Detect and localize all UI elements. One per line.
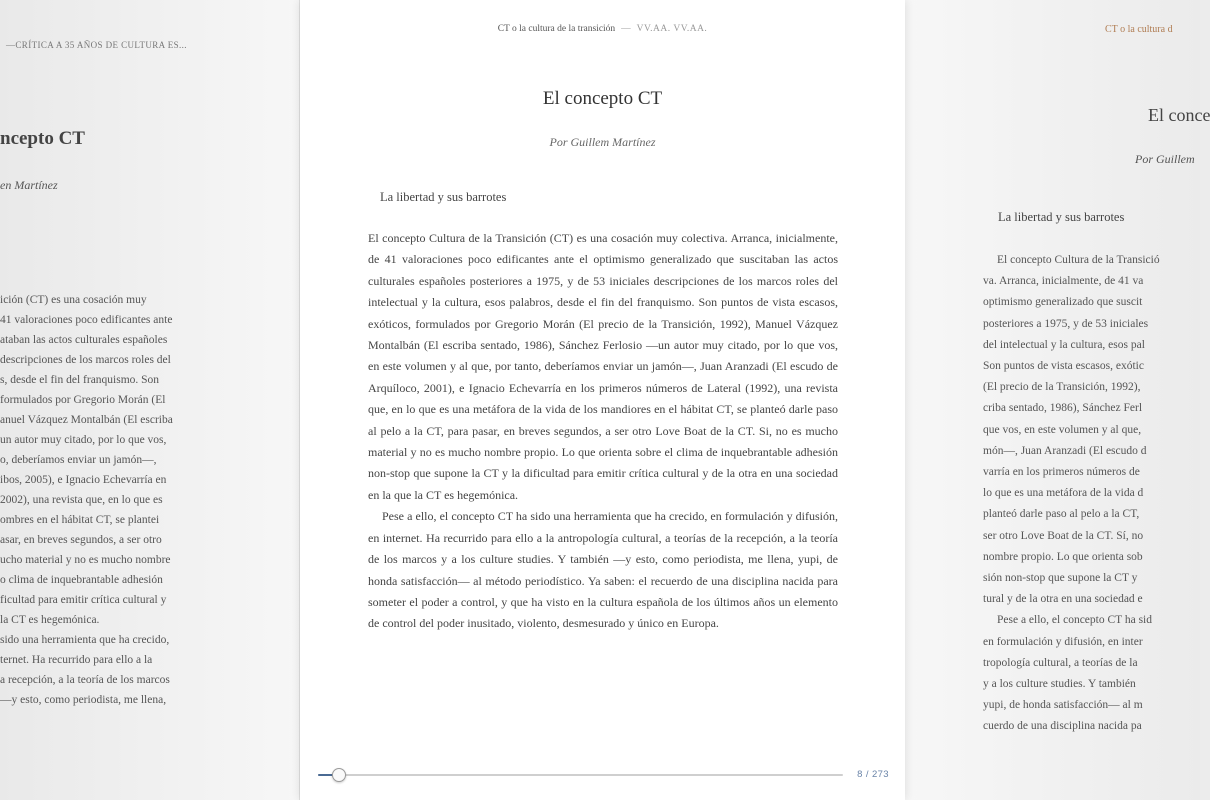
text-line: ición (CT) es una cosación muy bbox=[0, 294, 147, 306]
text-line: Pese a ello, el concepto CT ha sid bbox=[997, 614, 1152, 627]
text-line: o, deberíamos enviar un jamón—, bbox=[0, 454, 157, 466]
left-page-body bbox=[0, 290, 222, 710]
page-counter: 8 / 273 bbox=[857, 769, 889, 780]
text-line: nombre propio. Lo que orienta sob bbox=[983, 550, 1143, 563]
text-line: optimismo generalizado que suscit bbox=[983, 296, 1143, 309]
text-line: ternet. Ha recurrido para ello a la bbox=[0, 654, 153, 666]
text-line: descripciones de los marcos roles del bbox=[0, 354, 171, 366]
text-line: món—, Juan Aranzadi (El escudo d bbox=[983, 444, 1147, 457]
text-line: tural y de la otra en una sociedad e bbox=[983, 593, 1143, 606]
paragraph: El concepto Cultura de la Transición (CT) es una cosación muy colectiva. Arranca, inicialmente, de 41 valoraciones poco edificantes ante el optimismo generalizado que suscitaban las actos culturales españoles posteriores a 1975, y de 53 iniciales descripciones de los marcos roles del intelectual y la cultura, esos palabros, desde el fin del franquismo. Son puntos de vista escasos, exóticos, formulados por Gregorio Morán (El precio de la Transición, 1992), Manuel Vázquez Montalbán (El escriba sentado, 1986), Sánchez Ferlosio —un autor muy citado, por lo que vos, en este volumen y al que, por tanto, deberíamos enviar un jamón—, Juan Aranzadi (El escudo de Arquíloco, 2001), e Ignacio Echevarría en los primeros números de Lateral (1992), una revista que, en lo que es una metáfora de la vida de los mandiores en el hábitat CT, se planteó darle paso al pelo a la CT, para pasar, en breves segundos, a ser otro Love Boat de la CT. Si, no es mucho material y no es mucho nombre propio. Lo que orienta sobre el clima de inquebrantable adhesión non-stop que supone la CT y la dificultad para emitir crítica cultural y de la otra en una sociedad en la que la CT es hegemónica. bbox=[368, 231, 838, 502]
text-line: —y esto, como periodista, me llena, bbox=[0, 694, 167, 706]
book-title: CT o la cultura de la transición bbox=[497, 24, 616, 34]
text-line: 41 valoraciones poco edificantes ante bbox=[0, 314, 173, 326]
right-page-author: Por Guillem bbox=[1135, 152, 1195, 166]
text-line: un autor muy citado, por lo que vos, bbox=[0, 434, 167, 446]
text-line: ibos, 2005), e Ignacio Echevarría en bbox=[0, 474, 167, 486]
header-separator: — bbox=[621, 24, 631, 34]
right-page[interactable] bbox=[905, 0, 1210, 800]
text-line: o clima de inquebrantable adhesión bbox=[0, 574, 163, 586]
text-line: planteó darle paso al pelo a la CT, bbox=[983, 508, 1140, 521]
left-page[interactable] bbox=[0, 0, 300, 800]
text-line: El concepto Cultura de la Transició bbox=[997, 254, 1160, 266]
text-line: ucho material y no es mucho nombre bbox=[0, 554, 171, 566]
book-author: VV.AA. VV.AA. bbox=[636, 24, 708, 34]
text-line: ser otro Love Boat de la CT. Sí, no bbox=[983, 529, 1144, 542]
text-line: yupi, de honda satisfacción— al m bbox=[983, 699, 1143, 712]
text-line: cuerdo de una disciplina nacida pa bbox=[983, 720, 1142, 733]
text-line: que vos, en este volumen y al que, bbox=[983, 423, 1142, 436]
text-line: ficultad para emitir crítica cultural y bbox=[0, 594, 167, 606]
section-heading: La libertad y sus barrotes bbox=[380, 190, 507, 204]
text-line: 2002), una revista que, en lo que es bbox=[0, 494, 163, 506]
text-line: ombres en el hábitat CT, se plantei bbox=[0, 514, 160, 526]
text-line: va. Arranca, inicialmente, de 41 va bbox=[983, 275, 1144, 288]
page-body bbox=[368, 228, 838, 635]
text-line: ataban las actos culturales españoles bbox=[0, 334, 168, 346]
text-line: formulados por Gregorio Morán (El bbox=[0, 394, 166, 406]
text-line: del intelectual y la cultura, esos pal bbox=[983, 338, 1145, 351]
text-line: sido una herramienta que ha crecido, bbox=[0, 634, 170, 646]
text-line: sión non-stop que supone la CT y bbox=[983, 572, 1138, 585]
chapter-author: Por Guillem Martínez bbox=[549, 135, 656, 149]
text-line: lo que es una metáfora de la vida d bbox=[983, 487, 1144, 500]
text-line: a recepción, a la teoría de los marcos bbox=[0, 674, 170, 686]
left-page-title: ncepto CT bbox=[0, 128, 85, 149]
left-page-running-header: —CRÍTICA A 35 AÑOS DE CULTURA ES... bbox=[6, 40, 187, 50]
slider-thumb[interactable] bbox=[332, 768, 346, 782]
text-line: varría en los primeros números de bbox=[983, 466, 1140, 479]
right-page-title: El conce bbox=[1148, 105, 1210, 125]
text-line: posteriores a 1975, y de 53 iniciales bbox=[983, 317, 1149, 330]
text-line: tropología cultural, a teorías de la bbox=[983, 656, 1138, 669]
running-header bbox=[300, 24, 905, 34]
text-line: y a los culture studies. Y también bbox=[983, 678, 1136, 691]
text-line: s, desde el fin del franquismo. Son bbox=[0, 374, 160, 386]
paragraph: Pese a ello, el concepto CT ha sido una herramienta que ha crecido, en formulación y difusión, en internet. Ha recurrido para ello a la antropología cultural, a teorías de la recepción, a la teoría de los marcos y a los culture studies. Y también —y esto, como periodista, me llena, yupi, de honda satisfacción— al método periodístico. Ya saben: el recuerdo de una disciplina nacida para someter el poder a control, y que ha visto en la cultura española de los últimos años un elemento de control del poder inusitado, violento, desmesurado y único en Europa. bbox=[368, 509, 838, 631]
text-line: Son puntos de vista escasos, exótic bbox=[983, 360, 1144, 373]
right-page-section-heading: La libertad y sus barrotes bbox=[998, 210, 1125, 224]
text-line: anuel Vázquez Montalbán (El escriba bbox=[0, 414, 173, 426]
text-line: la CT es hegemónica. bbox=[0, 614, 100, 626]
text-line: en formulación y difusión, en inter bbox=[983, 635, 1143, 648]
slider-track[interactable] bbox=[318, 774, 843, 776]
text-line: (El precio de la Transición, 1992), bbox=[983, 381, 1141, 394]
left-page-author: en Martínez bbox=[0, 178, 58, 192]
right-page-running-header: CT o la cultura d bbox=[1105, 24, 1173, 35]
chapter-title: El concepto CT bbox=[542, 88, 663, 109]
text-line: asar, en breves segundos, a ser otro bbox=[0, 534, 162, 546]
current-page[interactable] bbox=[300, 0, 905, 800]
text-line: criba sentado, 1986), Sánchez Ferl bbox=[983, 402, 1143, 415]
page-slider[interactable] bbox=[318, 768, 843, 782]
right-page-body bbox=[983, 250, 1160, 738]
